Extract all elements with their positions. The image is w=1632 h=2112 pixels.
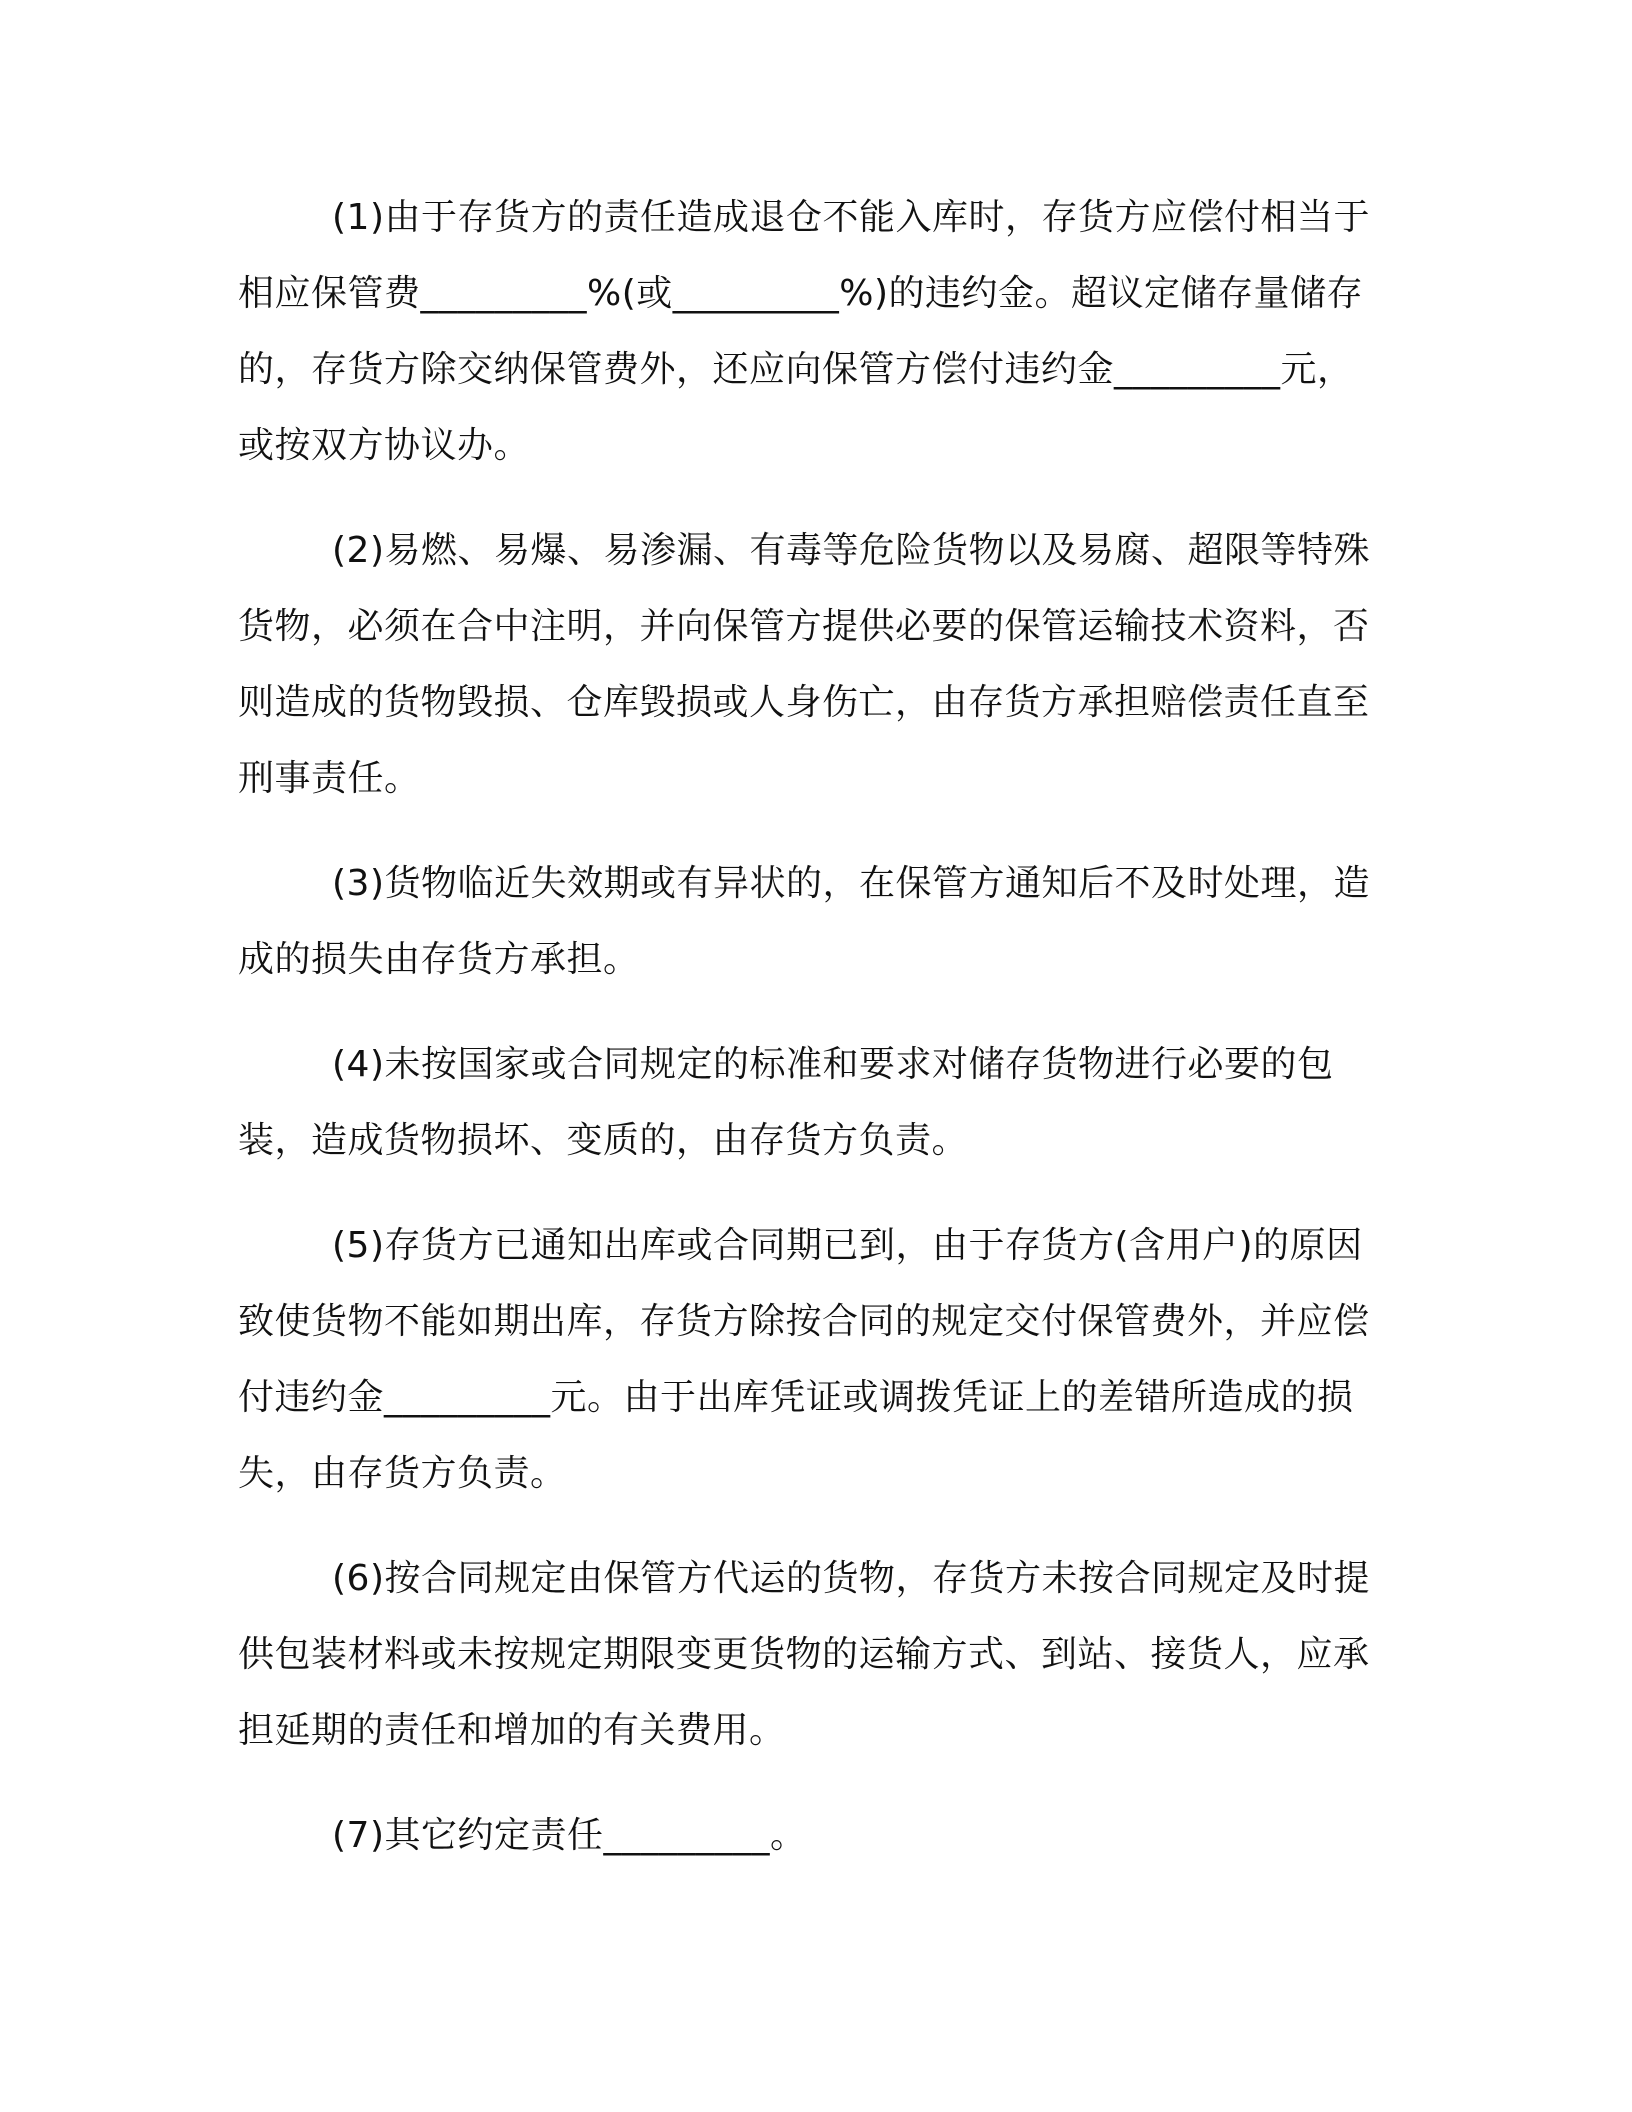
clause-5: (5)存货方已通知出库或合同期已到，由于存货方(含用户)的原因致使货物不能如期出库，存货方除按合同的规定交付保管费外，并应偿付违约金_________元。由于出库凭证或调拨凭证上的差错所造成的损失，由存货方负责。 (238, 1225, 1370, 1494)
clause-6: (6)按合同规定由保管方代运的货物，存货方未按合同规定及时提供包装材料或未按规定期限变更货物的运输方式、到站、接货人，应承担延期的责任和增加的有关费用。 (238, 1558, 1370, 1751)
clause-2: (2)易燃、易爆、易渗漏、有毒等危险货物以及易腐、超限等特殊货物，必须在合中注明，并向保管方提供必要的保管运输技术资料，否则造成的货物毁损、仓库毁损或人身伤亡，由存货方承担赔偿责任直至刑事责任。 (238, 530, 1370, 799)
clause-3: (3)货物临近失效期或有异状的，在保管方通知后不及时处理，造成的损失由存货方承担。 (238, 863, 1370, 980)
clause-4: (4)未按国家或合同规定的标准和要求对储存货物进行必要的包装，造成货物损坏、变质的，由存货方负责。 (238, 1044, 1334, 1161)
clause-1: (1)由于存货方的责任造成退仓不能入库时，存货方应偿付相当于相应保管费_________%(或_________%)的违约金。超议定储存量储存的，存货方除交纳保管费外，还应向保管方偿付违约金_________元，或按双方协议办。 (238, 197, 1370, 466)
document-page (238, 180, 1388, 1903)
clause-7: (7)其它约定责任_________。 (332, 1815, 807, 1856)
